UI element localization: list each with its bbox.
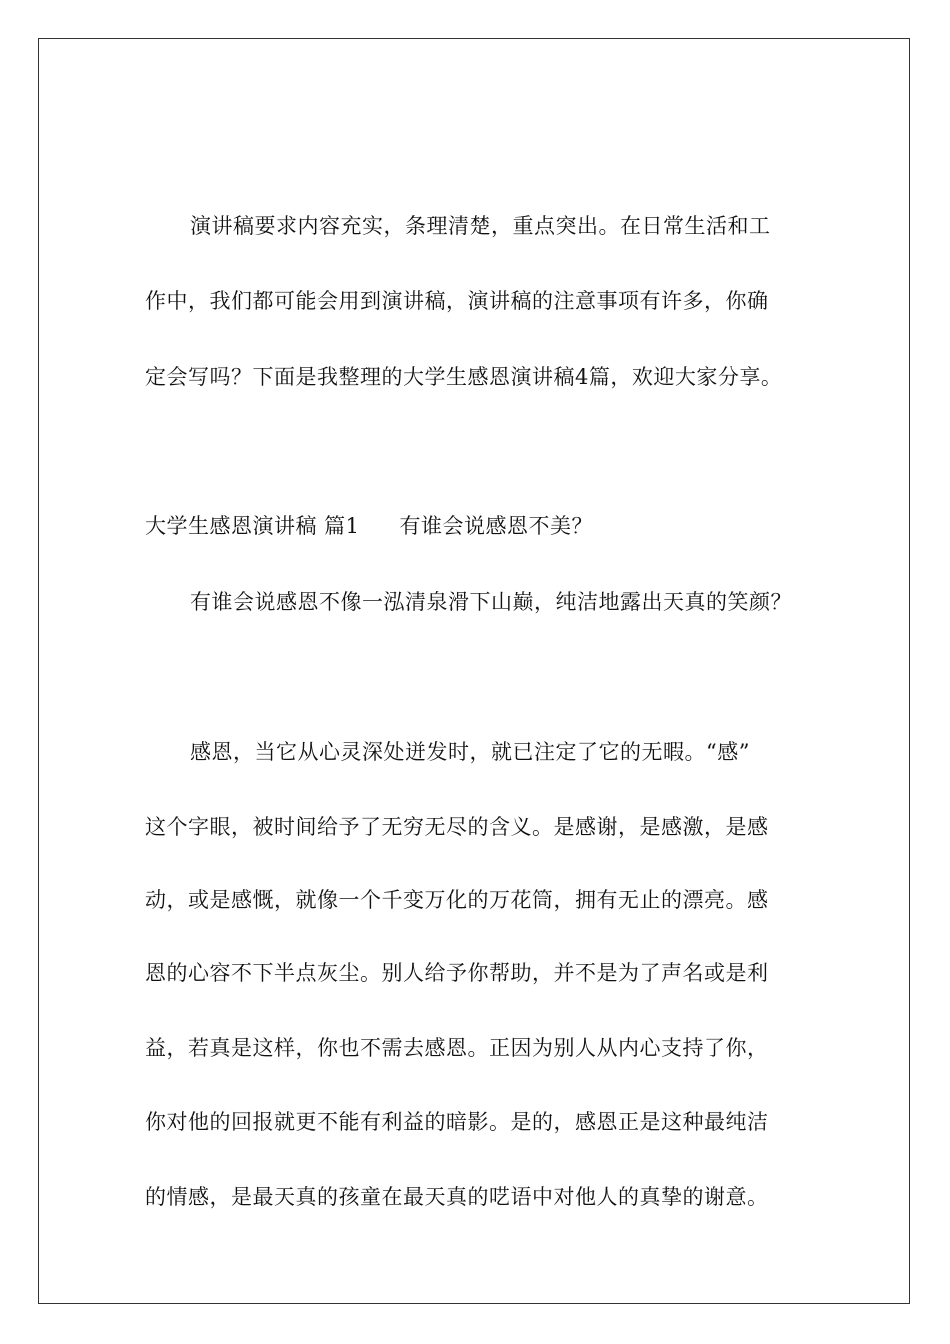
para2-line-2: 这个字眼，被时间给予了无穷无尽的含义。是感谢，是感激，是感 (145, 815, 769, 839)
paragraph-1: 有谁会说感恩不像一泓清泉滑下山巅，纯洁地露出天真的笑颜？ (190, 590, 792, 614)
para2-line-6: 你对他的回报就更不能有利益的暗影。是的，感恩正是这种最纯洁 (145, 1110, 769, 1134)
para2-line-7: 的情感，是最天真的孩童在最天真的呓语中对他人的真挚的谢意。 (145, 1185, 769, 1209)
intro-line-2: 作中，我们都可能会用到演讲稿，演讲稿的注意事项有许多，你确 (145, 289, 769, 313)
section-subtitle: 有谁会说感恩不美？ (399, 514, 594, 538)
para2-line-4: 恩的心容不下半点灰尘。别人给予你帮助，并不是为了声名或是利 (145, 961, 769, 985)
section-title: 大学生感恩演讲稿 篇1 (145, 514, 360, 538)
intro-line-1: 演讲稿要求内容充实，条理清楚，重点突出。在日常生活和工 (190, 214, 771, 238)
para2-line-1: 感恩，当它从心灵深处迸发时，就已注定了它的无暇。“感” (190, 740, 750, 764)
para2-line-5: 益，若真是这样，你也不需去感恩。正因为别人从内心支持了你， (145, 1036, 769, 1060)
intro-line-3: 定会写吗？下面是我整理的大学生感恩演讲稿4篇，欢迎大家分享。 (145, 365, 783, 389)
section-heading (145, 512, 805, 540)
para2-line-3: 动，或是感慨，就像一个千变万化的万花筒，拥有无止的漂亮。感 (145, 888, 769, 912)
